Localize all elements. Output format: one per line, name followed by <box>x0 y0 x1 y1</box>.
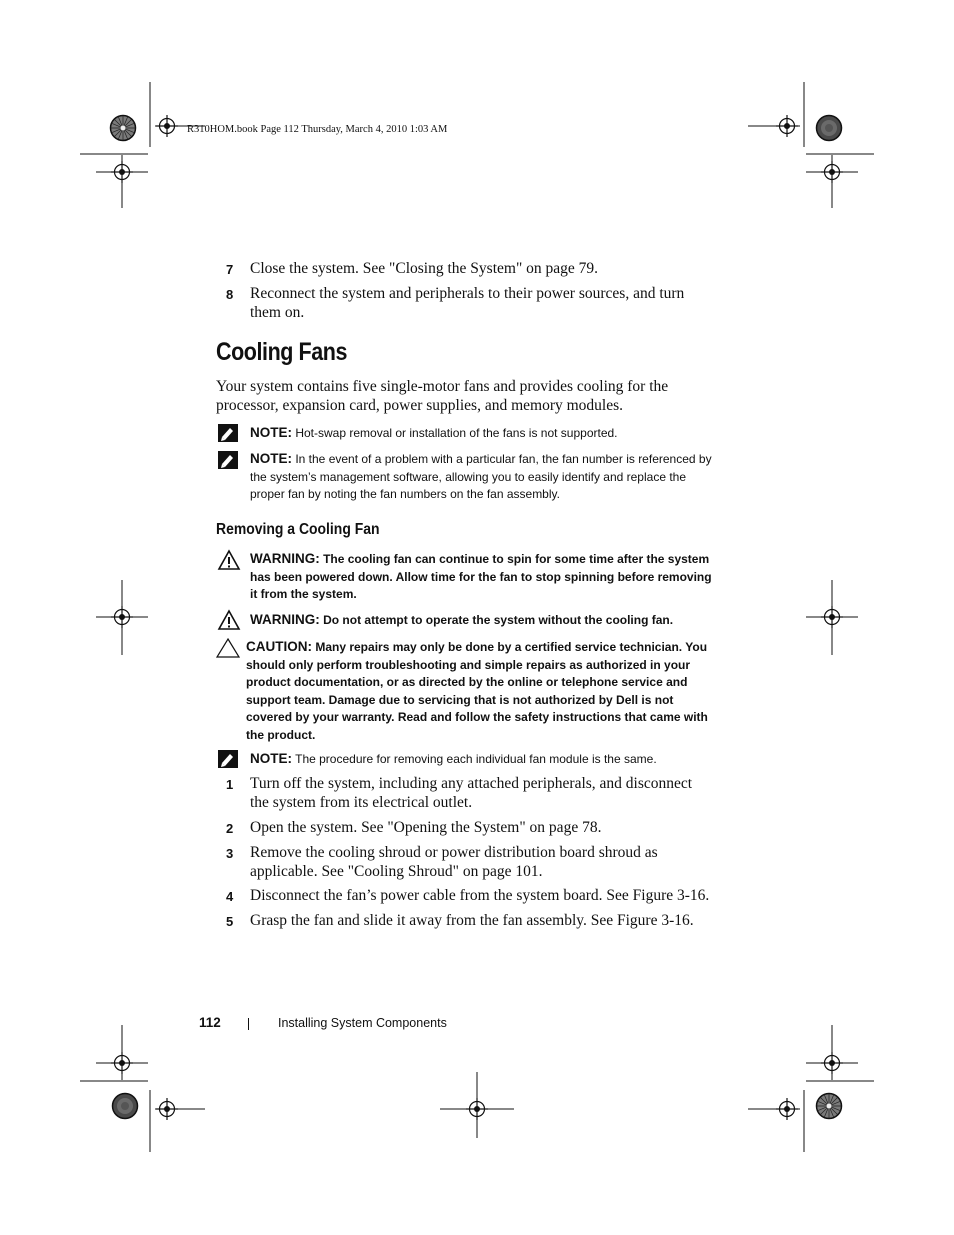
note-label: NOTE: <box>250 425 292 440</box>
step-text: Disconnect the fan’s power cable from the system board. See Figure 3-16. <box>250 887 710 904</box>
rosette-mark-bottom-right <box>817 1094 842 1119</box>
note-label: NOTE: <box>250 751 292 766</box>
step-text: Grasp the fan and slide it away from the fan assembly. See Figure 3-16. <box>250 912 694 929</box>
caution-icon <box>215 637 241 659</box>
warning-text: The cooling fan can continue to spin for some time after the system has been powered down. Allow time for the fan to stop spinning before removing it from the system. <box>250 552 712 601</box>
step-text: Open the system. See "Opening the System" on page 78. <box>250 819 602 836</box>
caution-service <box>246 638 720 744</box>
note-fan-number <box>250 450 720 504</box>
note-text: Hot-swap removal or installation of the fans is not supported. <box>292 426 618 440</box>
step-number: 4 <box>226 889 234 904</box>
step-number: 7 <box>226 262 234 277</box>
footer-divider <box>248 1018 249 1030</box>
warning-icon <box>217 609 241 631</box>
warning-text: Do not attempt to operate the system without the cooling fan. <box>319 613 674 627</box>
rosette-mark-bottom-left <box>113 1094 138 1119</box>
step-text: Close the system. See "Closing the System" on page 79. <box>250 260 599 277</box>
rosette-mark-top-left <box>111 116 136 141</box>
subsection-title: Removing a Cooling Fan <box>216 521 380 538</box>
caution-text: Many repairs may only be done by a certified service technician. You should only perform troubleshooting and simple repairs as authorized in your product documentation, or as directed by the online or telephone service and support team. Damage due to servicing that is not authorized by Dell is not covered by your warranty. Read and follow the safety instructions that came with the product. <box>246 640 708 742</box>
note-text: The procedure for removing each individual fan module is the same. <box>292 752 657 766</box>
step-number: 3 <box>226 846 234 861</box>
step-number: 5 <box>226 914 234 929</box>
section-title: Cooling Fans <box>216 338 348 366</box>
note-procedure <box>250 750 738 769</box>
note-text: In the event of a problem with a particular fan, the fan number is referenced by the system’s management software, allowing you to easily identify and replace the proper fan by noting the fan numbers on the fan assembly. <box>250 452 712 501</box>
section-intro: Your system contains five single-motor fans and provides cooling for the processor, expansion card, power supplies, and memory modules. <box>216 378 669 414</box>
rosette-mark-top-right <box>817 116 842 141</box>
print-header-line: R310HOM.book Page 112 Thursday, March 4, 2010 1:03 AM <box>187 124 448 135</box>
warning-label: WARNING: <box>250 612 320 627</box>
warning-label: WARNING: <box>250 551 320 566</box>
note-label: NOTE: <box>250 451 292 466</box>
step-number: 8 <box>226 287 234 302</box>
warning-icon <box>217 549 241 571</box>
footer-page-number: 112 <box>199 1015 221 1030</box>
caution-label: CAUTION: <box>246 639 312 654</box>
note-hot-swap <box>250 424 738 443</box>
step-number: 1 <box>226 777 234 792</box>
footer-section-name: Installing System Components <box>278 1016 447 1030</box>
warning-no-fan <box>250 611 738 630</box>
step-number: 2 <box>226 821 234 836</box>
note-icon <box>217 450 239 470</box>
step-text: Turn off the system, including any attached peripherals, and disconnect the system from its electrical outlet. <box>250 775 693 811</box>
step-text: Reconnect the system and peripherals to their power sources, and turn them on. <box>250 285 685 321</box>
note-icon <box>217 749 239 769</box>
warning-fan-spin <box>250 550 720 604</box>
note-icon <box>217 423 239 443</box>
step-text: Remove the cooling shroud or power distribution board shroud as applicable. See "Cooling Shroud" on page 101. <box>250 844 658 880</box>
